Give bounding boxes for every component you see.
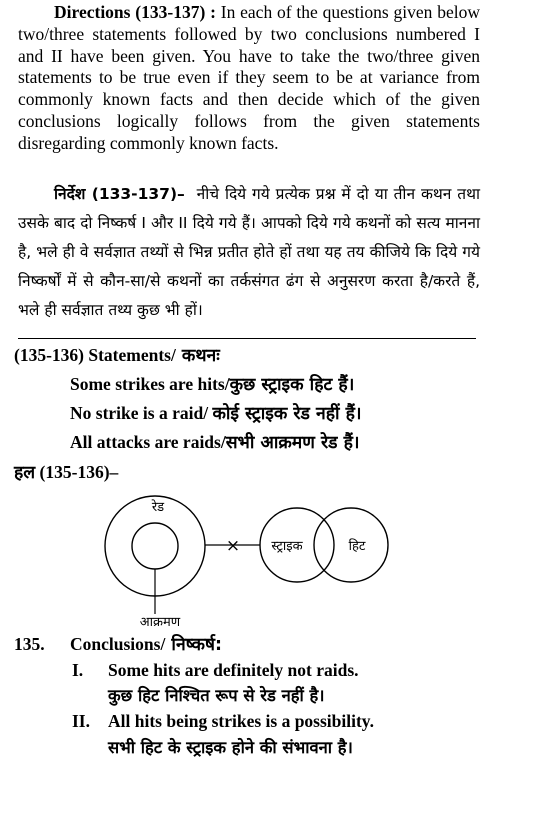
directions-hindi-lead: निर्देश (133-137)– — [54, 185, 185, 203]
venn-diagram — [100, 488, 400, 630]
attack-label: आक्रमण — [139, 615, 181, 630]
conclusions-heading-hi: निष्कर्ष: — [165, 635, 223, 655]
solution-heading — [14, 460, 118, 484]
question-number: 135. — [14, 634, 45, 654]
conclusions-heading-en: Conclusions/ — [70, 634, 166, 654]
conclusion-2-hi: सभी हिट के स्ट्राइक होने की संभावना है। — [108, 738, 353, 757]
hit-label: हिट — [348, 539, 366, 554]
statement-1-hi: कुछ स्ट्राइक हिट हैं। — [229, 375, 355, 395]
cross-mark: × — [225, 536, 241, 556]
conclusion-2 — [72, 711, 374, 732]
statements-heading — [14, 343, 220, 367]
directions-hindi — [18, 180, 480, 325]
statement-3-en: All attacks are raids/ — [70, 432, 226, 452]
question-heading — [14, 632, 222, 656]
directions-english-lead: Directions (133-137) : — [54, 2, 216, 22]
statement-3-hi: सभी आक्रमण रेड हैं। — [225, 433, 360, 453]
directions-english-text: In each of the questions given below two/three statements followed by two conclusions numbered I and II have been given. You have to take the two/three given statements to be true even if they seem to be at variance from commonly known facts and then decide which of the given conclusions logically follows from the given statements disregarding commonly known facts. — [18, 2, 481, 153]
raid-label: रेड — [151, 500, 165, 515]
strike-label: स्ट्राइक — [271, 539, 303, 554]
statement-2-hi: कोई स्ट्राइक रेड नहीं हैं। — [212, 404, 362, 424]
conclusion-1 — [72, 660, 359, 681]
directions-english — [18, 2, 480, 155]
statements-heading-hi: कथनः — [175, 346, 220, 366]
statement-3 — [70, 430, 360, 454]
divider-line — [18, 338, 476, 339]
conclusion-2-number: II. — [72, 711, 90, 731]
statements-heading-en: (135-136) Statements/ — [14, 345, 176, 365]
statement-1 — [70, 372, 354, 396]
conclusion-2-en: All hits being strikes is a possibility. — [108, 711, 374, 731]
solution-heading-en: (135-136)– — [35, 462, 119, 482]
directions-hindi-text: नीचे दिये गये प्रत्येक प्रश्न में दो या तीन कथन तथा उसके बाद दो निष्कर्ष I और II दिये गये हैं। आपको दिये गये कथनों को सत्य मानना है, भले ही वे सर्वज्ञात तथ्यों से भिन्न प्रतीत होते हों तथा यह तय कीजिये कि दिये गये निष्कर्षों में से कौन-सा/से कथनों का तर्कसंगत ढंग से अनुसरण करता है/करते हैं, भले ही सर्वज्ञात तथ्य कुछ भी हों। — [18, 185, 480, 319]
conclusion-1-en: Some hits are definitely not raids. — [108, 660, 359, 680]
conclusion-1-number: I. — [72, 660, 84, 680]
conclusion-1-hi: कुछ हिट निश्चित रूप से रेड नहीं है। — [108, 686, 325, 705]
statement-2 — [70, 401, 362, 425]
statement-1-en: Some strikes are hits/ — [70, 374, 230, 394]
solution-heading-hi: हल — [14, 463, 36, 483]
attack-circle — [132, 523, 178, 569]
statement-2-en: No strike is a raid/ — [70, 403, 213, 423]
